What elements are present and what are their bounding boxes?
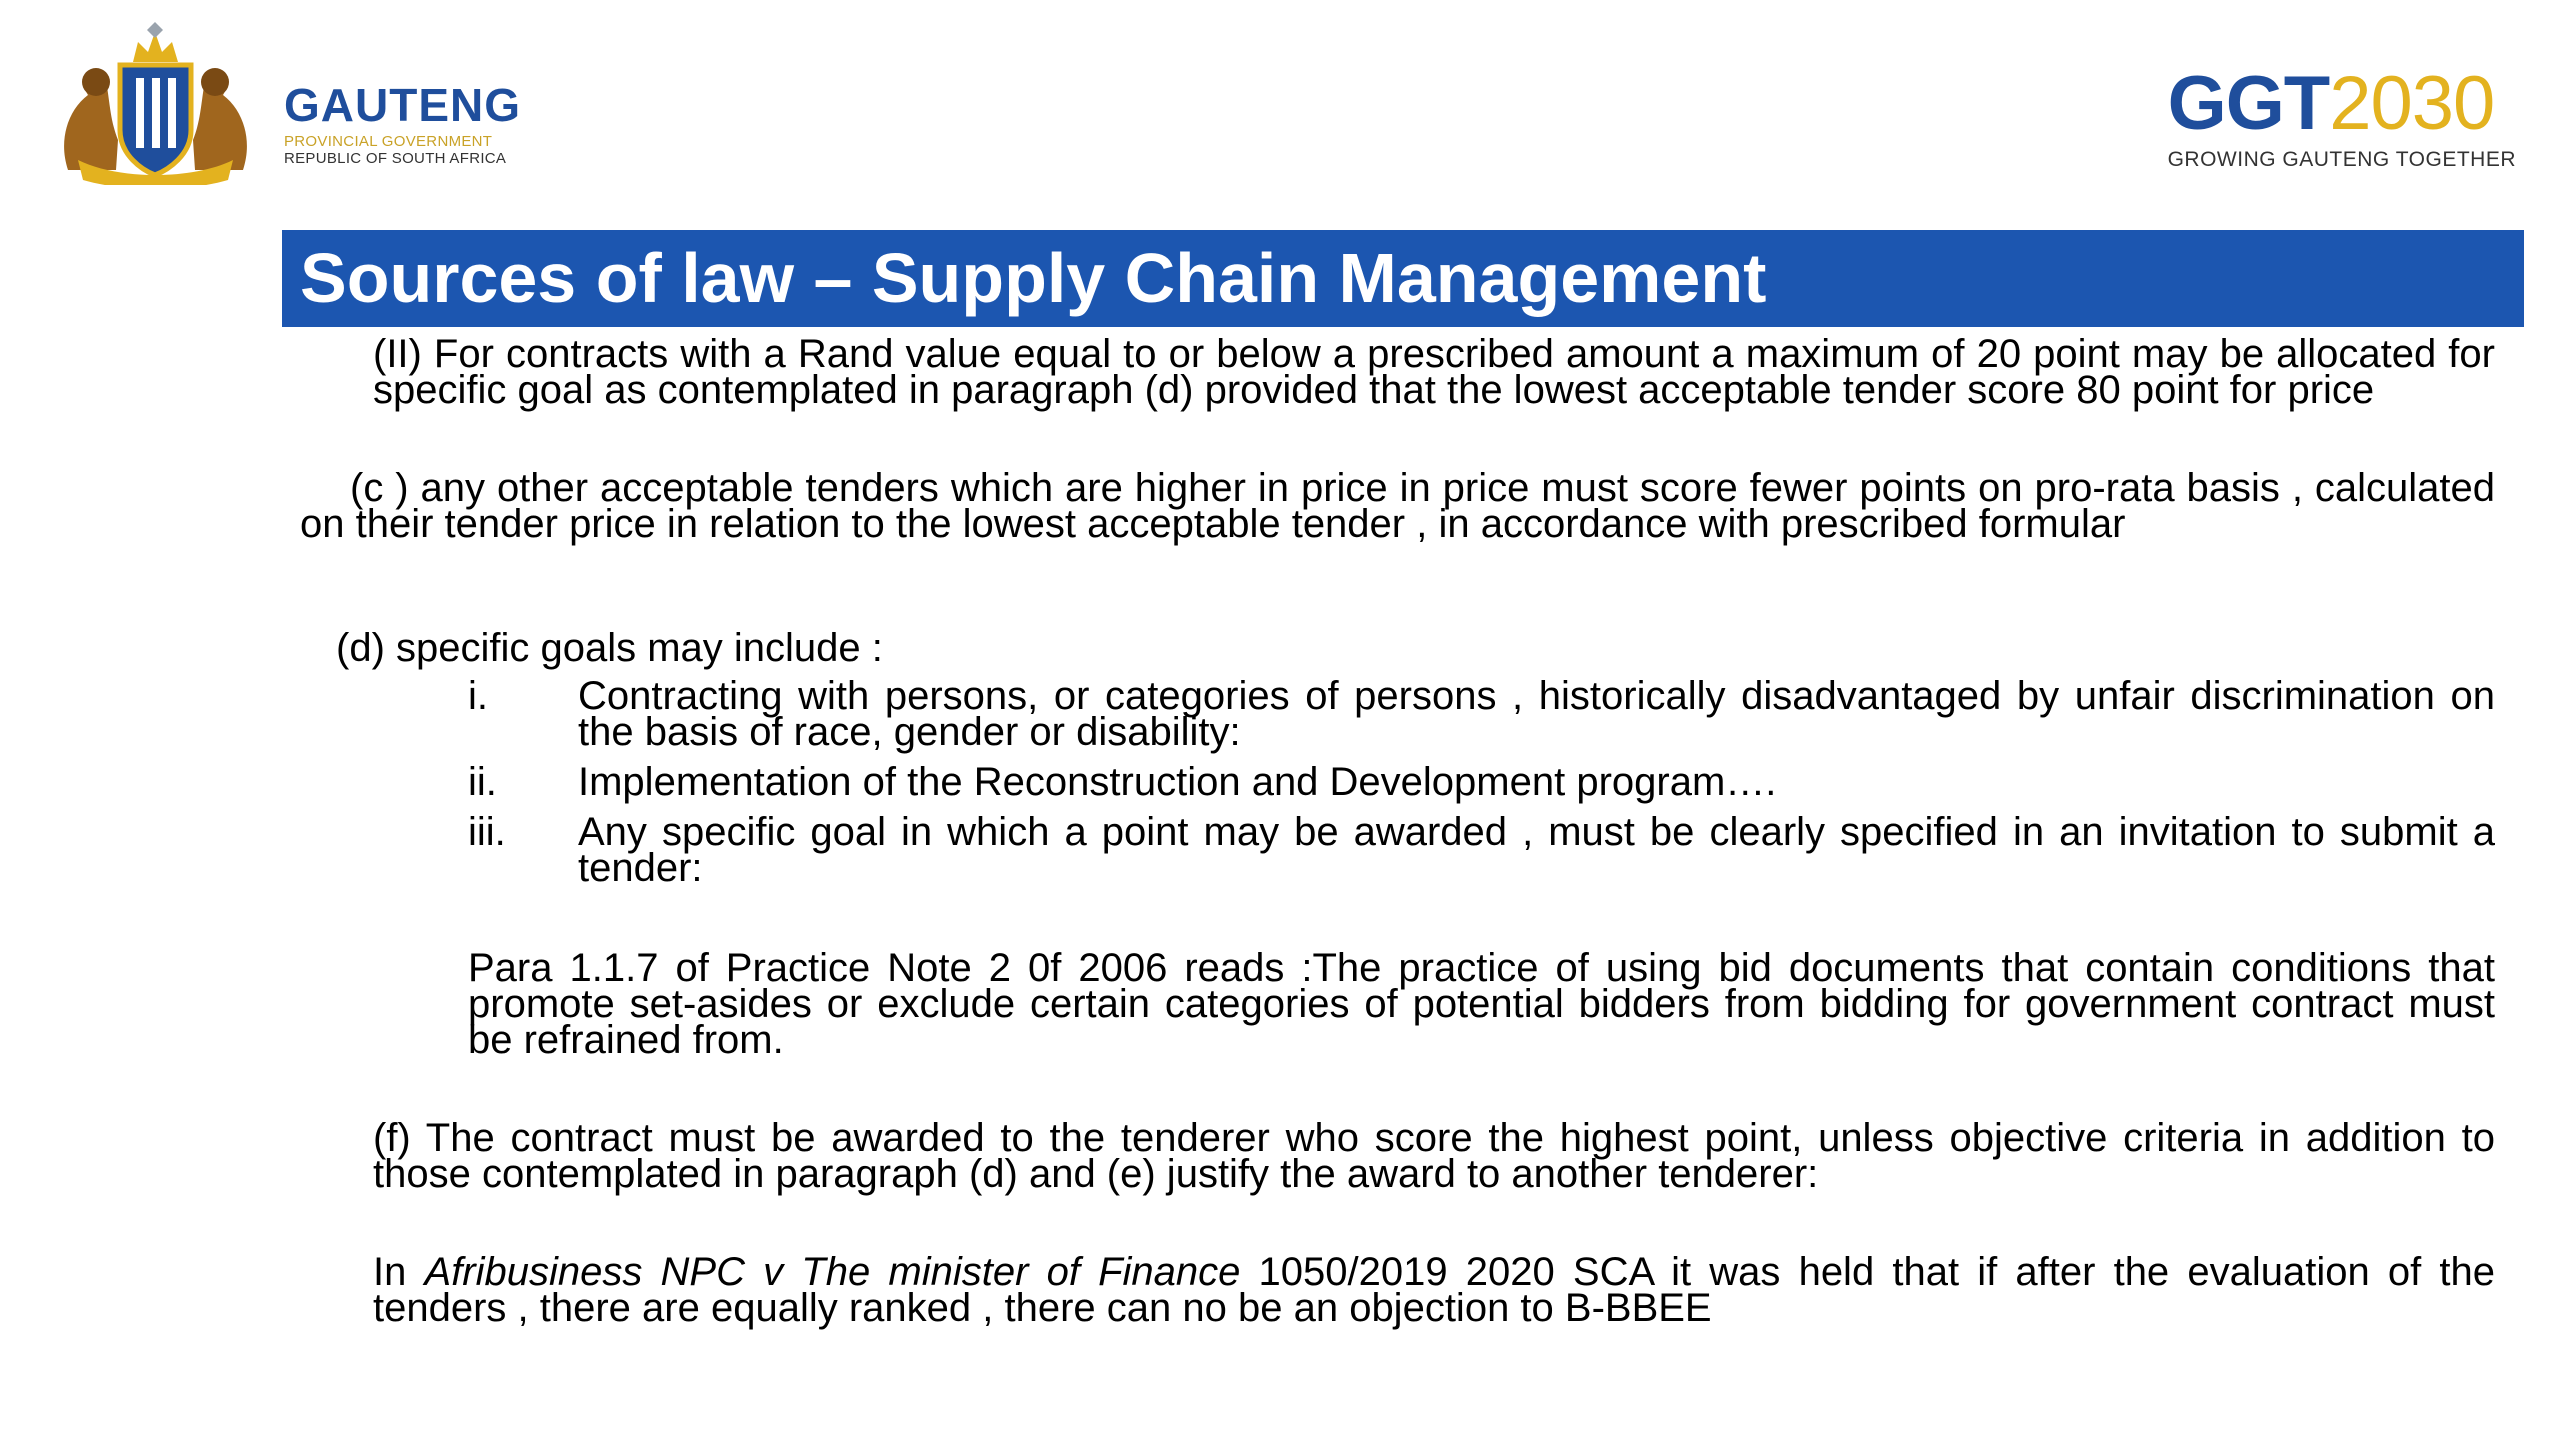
coat-of-arms-icon — [48, 20, 263, 185]
paragraph-f: (f) The contract must be awarded to the tenderer who score the highest point, unless objective criteria in addition to those contemplated in paragraph (d) and (e) justify the award to another tenderer: — [373, 1116, 2495, 1196]
paragraph-c: (c ) any other acceptable tenders which are higher in price in price must score fewer points on pro-rata basis , calculated on their tender price in relation to the lowest acceptable tender , in accordance with prescribed formular — [300, 466, 2495, 546]
gauteng-logo-text — [284, 79, 521, 167]
case-name: Afribusiness NPC v The minister of Finance — [424, 1250, 1241, 1294]
brand-part-2030: 2030 — [2329, 61, 2495, 146]
case-law-paragraph — [373, 1250, 2495, 1330]
slide-title: Sources of law – Supply Chain Management — [300, 239, 1767, 317]
list-item-number: ii. — [468, 760, 497, 804]
list-item-number: i. — [468, 674, 488, 718]
list-item — [468, 760, 2495, 804]
province-name: GAUTENG — [284, 79, 521, 131]
list-item-text: Implementation of the Reconstruction and Development program…. — [578, 760, 1777, 804]
ggt2030-logo — [2167, 61, 2516, 172]
case-text: 1050/2019 2020 SCA it was held that if after the evaluation of the tenders , there are equally ranked , there can no be an objection to B-BBEE — [373, 1250, 2495, 1330]
province-subtitle: PROVINCIAL GOVERNMENT — [284, 133, 493, 150]
list-item-number: iii. — [468, 810, 506, 854]
paragraph-ii: (II) For contracts with a Rand value equal to or below a prescribed amount a maximum of 20 point may be allocated for specific goal as contemplated in paragraph (d) provided that the lowest acceptable tender score 80 point for price — [373, 332, 2495, 412]
list-item — [468, 674, 2495, 754]
title-bar — [282, 230, 2524, 327]
specific-goals-list — [468, 674, 2495, 900]
brand-part-ggt: GGT — [2167, 61, 2330, 146]
ggt2030-wordmark — [2167, 61, 2516, 146]
case-prefix: In — [373, 1250, 425, 1294]
list-item-text: Contracting with persons, or categories of persons , historically disadvantaged by unfair discrimination on the basis of race, gender or disability: — [578, 674, 2495, 754]
practice-note-paragraph: Para 1.1.7 of Practice Note 2 0f 2006 reads :The practice of using bid documents that contain conditions that promote set-asides or exclude certain categories of potential bidders from bidding for government contract must be refrained from. — [468, 946, 2495, 1062]
country-subtitle: REPUBLIC OF SOUTH AFRICA — [284, 150, 507, 167]
brand-tagline: GROWING GAUTENG TOGETHER — [2167, 148, 2516, 171]
list-item-text: Any specific goal in which a point may be awarded , must be clearly specified in an invitation to submit a tender: — [578, 810, 2495, 890]
paragraph-d: (d) specific goals may include : — [336, 626, 883, 670]
gauteng-logo — [48, 20, 521, 185]
list-item — [468, 810, 2495, 890]
